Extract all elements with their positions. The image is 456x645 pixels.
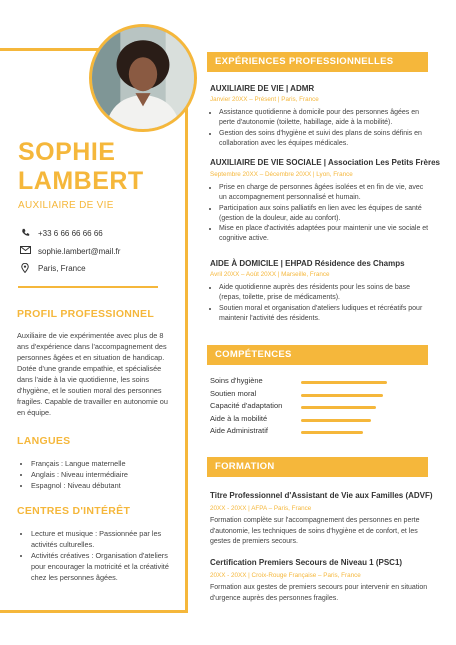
job-bullets-2 [210,183,432,245]
left-divider [18,286,158,288]
formation-dates-2: 20XX - 20XX | Croix-Rouge Française – Paris, France [210,572,361,579]
langues-list [17,458,179,491]
profil-text: Auxiliaire de vie expérimentée avec plus de 8 ans d'expérience dans l'accompagnement des personnes âgées et en situation de handicap. Dotée d'une grande empathie, et spécialisée dans l'aide à la vie quotidienne, les soins d'hygiène, et le soutien moral des personnes fragiles. Capable de travailler en autonomie ou en équipe. [17,331,168,417]
frame-line-top [0,48,100,51]
job-bullets-3 [210,283,432,324]
job-bullet: • Prise en charge de personnes âgées isolées et en fin de vie, avec un accompagnement personnalisé et humain. [219,183,432,204]
skill-name: Soins d'hygiène [210,376,263,385]
location-pin-icon [18,263,32,273]
job-dates-2: Septembre 20XX – Décembre 20XX | Lyon, France [210,171,353,178]
formation-text-1: Formation complète sur l'accompagnement des personnes en perte d'autonomie, les techniques de soins d'hygiène et de confort, et les gestes de premiers secours. [210,517,420,545]
formation-text-2: Formation aux gestes de premiers secours pour intervenir en situation d'urgence auprès des personnes fragiles. [210,584,428,602]
experiences-heading: EXPÉRIENCES PROFESSIONNELLES [207,52,428,72]
first-name: SOPHIE [18,138,116,166]
job-title: AUXILIAIRE DE VIE [18,200,114,211]
langue-item: • Anglais : Niveau intermédiaire [31,469,179,480]
location-text: Paris, France [38,263,86,273]
competences-heading: COMPÉTENCES [207,345,428,365]
job-dates-3: Avril 20XX – Août 20XX | Marseille, France [210,271,330,278]
skill-name: Capacité d'adaptation [210,401,283,410]
mail-icon [18,246,32,256]
job-title-1: AUXILIAIRE DE VIE | ADMR [210,84,315,93]
profil-heading: PROFIL PROFESSIONNEL [17,308,155,320]
interets-heading: CENTRES D'INTÉRÊT [17,505,131,517]
email-text: sophie.lambert@mail.fr [38,246,121,256]
job-bullet: • Aide quotidienne auprès des résidents pour les soins de base (repas, toilette, prise de médicaments). [219,283,432,304]
skill-level-bar [301,419,371,422]
formation-heading: FORMATION [207,457,428,477]
frame-line-bottom [0,610,188,613]
interet-item: • Lecture et musique : Passionnée par les activités culturelles. [31,528,179,550]
formation-dates-1: 20XX - 20XX | AFPA – Paris, France [210,505,312,512]
skill-name: Soutien moral [210,388,257,398]
skill-level-bar [301,406,376,409]
profile-photo [89,24,197,132]
job-bullet: • Soutien moral et organisation d'ateliers ludiques et récréatifs pour maintenir l'activité des résidents. [219,304,432,325]
langue-item: • Français : Langue maternelle [31,458,179,469]
job-bullet: • Participation aux soins palliatifs en lien avec les équipes de santé (gestion de la douleur, aide au confort). [219,204,432,225]
skill-level-bar [301,381,387,384]
contact-email [18,246,120,256]
formation-title-2: Certification Premiers Secours de Niveau 1 (PSC1) [210,558,403,567]
last-name: LAMBERT [18,167,144,195]
phone-icon [18,228,32,238]
frame-line-right [185,52,188,613]
contact-location [18,263,86,273]
skill-level-bar [301,394,383,397]
job-bullet: • Gestion des soins d'hygiène et suivi des plans de soins définis en collaboration avec les équipes médicales. [219,129,432,150]
formation-title-1: Titre Professionnel d'Assistant de Vie aux Familles (ADVF) [210,491,433,500]
langue-item: • Espagnol : Niveau débutant [31,480,179,491]
job-dates-1: Janvier 20XX – Présent | Paris, France [210,96,319,103]
skill-level-bar [301,431,363,434]
job-bullets-1 [210,108,432,149]
interet-item: • Activités créatives : Organisation d'ateliers pour encourager la motricité et la créativité chez les personnes âgées. [31,550,179,583]
job-bullet: • Mise en place d'activités adaptées pour maintenir une vie sociale et cognitive active. [219,224,432,245]
job-title-3: AIDE À DOMICILE | EHPAD Résidence des Champs [210,259,405,268]
phone-text: +33 6 66 66 66 66 [38,228,103,238]
job-title-2: AUXILIAIRE DE VIE SOCIALE | Association Les Petits Frères [210,158,440,167]
candidate-name [18,138,144,196]
contact-phone [18,228,103,238]
skill-name: Aide Administratif [210,426,268,435]
interets-list [17,528,179,583]
langues-heading: LANGUES [17,435,71,447]
skill-name: Aide à la mobilité [210,413,268,423]
job-bullet: • Assistance quotidienne à domicile pour des personnes âgées en perte d'autonomie (toilette, habillage, aide à la mobilité). [219,108,432,129]
